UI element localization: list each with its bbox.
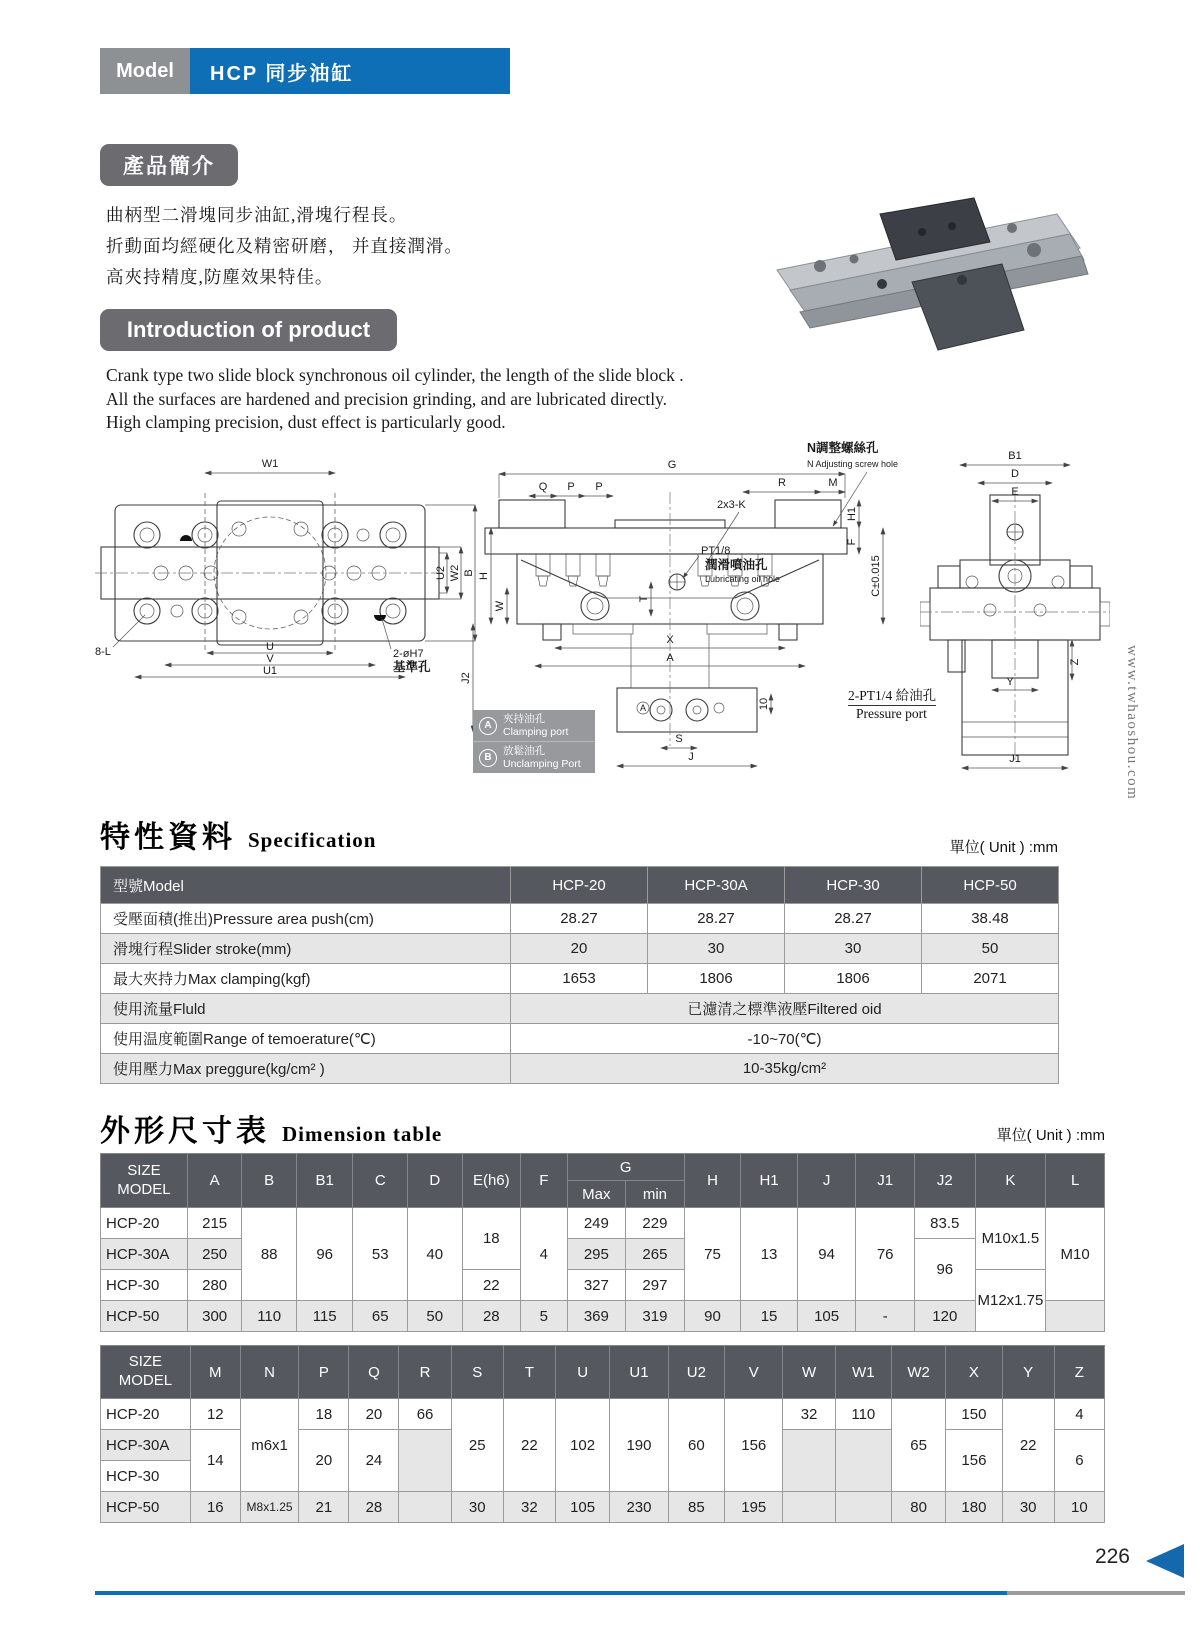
cell: 110 xyxy=(242,1301,297,1332)
cell: 28 xyxy=(462,1301,521,1332)
spec-header-row xyxy=(101,867,1059,904)
cell: 28.27 xyxy=(785,904,922,934)
col-header: HCP-30 xyxy=(785,867,922,904)
row-label: 最大夾持力Max clamping(kgf) xyxy=(101,964,511,994)
pressure-port-en: Pressure port xyxy=(856,706,927,721)
col-header: L xyxy=(1046,1154,1105,1208)
cell: 14 xyxy=(190,1430,240,1492)
cell: 18 xyxy=(299,1399,349,1430)
col-header: R xyxy=(399,1346,451,1399)
model-cell: HCP-20 xyxy=(101,1399,191,1430)
intro-zh-line: 曲柄型二滑塊同步油缸,滑塊行程長。 xyxy=(106,205,408,225)
dim-label: U1 xyxy=(262,665,278,677)
cell xyxy=(783,1430,835,1492)
cell: 96 xyxy=(296,1208,353,1301)
header-row xyxy=(101,1154,1105,1181)
cell: 83.5 xyxy=(914,1208,975,1239)
port-legend xyxy=(473,710,595,773)
dim-label: H xyxy=(478,572,490,580)
cell: 85 xyxy=(668,1492,724,1523)
cell: 156 xyxy=(725,1399,783,1492)
model-cell: HCP-50 xyxy=(101,1301,188,1332)
dim-unit-note: 單位( Unit ) :mm xyxy=(996,1127,1105,1144)
legend-a-zh: 夾持油孔 xyxy=(503,713,545,725)
adjusting-screw-label-zh: N調整螺絲孔 xyxy=(807,441,879,455)
dim-label: D xyxy=(1011,468,1019,480)
cell: 10-35kg/cm² xyxy=(511,1054,1059,1084)
cell: 150 xyxy=(946,1399,1002,1430)
cell: 105 xyxy=(555,1492,609,1523)
dim-label: J xyxy=(688,751,694,763)
dimension-table-1 xyxy=(100,1153,1105,1332)
row-label: 使用温度範圍Range of temoerature(℃) xyxy=(101,1024,511,1054)
intro-zh-line: 高夾持精度,防塵效果特佳。 xyxy=(106,267,334,287)
cell: 32 xyxy=(783,1399,835,1430)
intro-paragraph-zh xyxy=(106,200,463,293)
col-header: HCP-30A xyxy=(648,867,785,904)
cell: 190 xyxy=(610,1399,668,1492)
model-cell: HCP-20 xyxy=(101,1208,188,1239)
model-cell: HCP-50 xyxy=(101,1492,191,1523)
cell: 295 xyxy=(567,1239,626,1270)
dim-label: G xyxy=(667,459,677,471)
col-header-size-model: SIZE MODEL xyxy=(101,1346,191,1399)
cell: 30 xyxy=(451,1492,503,1523)
model-cell: HCP-30A xyxy=(101,1239,188,1270)
dim-label: Z xyxy=(1069,658,1081,666)
intro-paragraph-en xyxy=(106,364,684,435)
oil-hole-label: PT1/8 xyxy=(701,545,731,557)
col-header: J xyxy=(797,1154,856,1208)
cell: 20 xyxy=(299,1430,349,1492)
col-header: W2 xyxy=(891,1346,945,1399)
col-header: M xyxy=(190,1346,240,1399)
cell: 265 xyxy=(626,1239,685,1270)
cell: 24 xyxy=(349,1430,399,1492)
dim-title-zh: 外形尺寸表 xyxy=(100,1115,270,1148)
dim-label: T xyxy=(638,595,650,603)
cell: 2071 xyxy=(922,964,1059,994)
cell: 60 xyxy=(668,1399,724,1492)
page-title: HCP 同步油缸 xyxy=(190,48,510,94)
cell: 20 xyxy=(511,934,648,964)
cell: 90 xyxy=(684,1301,741,1332)
col-header: J2 xyxy=(914,1154,975,1208)
cell: 1806 xyxy=(785,964,922,994)
dim-label: P xyxy=(567,481,575,493)
intro-en-line: High clamping precision, dust effect is particularly good. xyxy=(106,412,506,432)
cell: 76 xyxy=(856,1208,915,1301)
dim-label: Y xyxy=(1006,676,1014,688)
col-header: N xyxy=(240,1346,298,1399)
cell: 215 xyxy=(187,1208,242,1239)
dim-label: 2x3-K xyxy=(717,499,746,511)
cell: 369 xyxy=(567,1301,626,1332)
col-header: E(h6) xyxy=(462,1154,521,1208)
model-cell: HCP-30A xyxy=(101,1430,191,1461)
cell: 6 xyxy=(1054,1430,1104,1492)
dim-label: W2 xyxy=(449,564,461,582)
col-header-size-model: SIZE MODEL xyxy=(101,1154,188,1208)
legend-symbol-a: A xyxy=(479,717,497,735)
cell: 250 xyxy=(187,1239,242,1270)
dimension-table-2 xyxy=(100,1345,1105,1523)
dim-label: 10 xyxy=(758,697,770,711)
col-header: HCP-20 xyxy=(511,867,648,904)
model-cell: HCP-30 xyxy=(101,1461,191,1492)
cell xyxy=(835,1492,891,1523)
spec-row xyxy=(101,1054,1059,1084)
page-number: 226 xyxy=(1094,1545,1130,1568)
legend-b-en: Unclamping Port xyxy=(503,757,581,770)
legend-b-zh: 放鬆油孔 xyxy=(503,745,545,758)
dim-label: 8-L xyxy=(95,646,111,658)
col-header: H xyxy=(684,1154,741,1208)
cell: 50 xyxy=(922,934,1059,964)
spec-table xyxy=(100,866,1059,1084)
spec-title-en: Specification xyxy=(248,828,377,852)
cell: 25 xyxy=(451,1399,503,1492)
website-vertical-text: www.twhaoshou.com xyxy=(1124,645,1140,801)
cell: 297 xyxy=(626,1270,685,1301)
cell: 1806 xyxy=(648,964,785,994)
dim-label: V xyxy=(266,653,274,665)
col-header: 型號Model xyxy=(101,867,511,904)
dim-label: F xyxy=(846,538,858,546)
spec-row xyxy=(101,934,1059,964)
col-header: Z xyxy=(1054,1346,1104,1399)
cell: 30 xyxy=(1002,1492,1054,1523)
col-header: D xyxy=(408,1154,463,1208)
product-photo xyxy=(762,162,1107,367)
page-corner-triangle-icon xyxy=(1146,1544,1184,1578)
cell: 180 xyxy=(946,1492,1002,1523)
cell: 20 xyxy=(349,1399,399,1430)
cell: 21 xyxy=(299,1492,349,1523)
cell: 115 xyxy=(296,1301,353,1332)
model-label: Model xyxy=(100,48,190,94)
col-header: W xyxy=(783,1346,835,1399)
col-header: T xyxy=(503,1346,555,1399)
cell: 327 xyxy=(567,1270,626,1301)
row-label: 滑塊行程Slider stroke(mm) xyxy=(101,934,511,964)
col-header: Y xyxy=(1002,1346,1054,1399)
cell: M10x1.5 xyxy=(975,1208,1046,1270)
pressure-port-label xyxy=(848,684,936,722)
cell: 120 xyxy=(914,1301,975,1332)
oil-hole-label-en: Lubricating oil hole xyxy=(705,574,781,584)
col-header: U xyxy=(555,1346,609,1399)
col-header: U2 xyxy=(668,1346,724,1399)
cell: 105 xyxy=(797,1301,856,1332)
drawing-top-view xyxy=(95,443,485,683)
dim-label: 2-øH7 xyxy=(393,648,424,660)
legend-a-en: Clamping port xyxy=(503,725,569,738)
cell: 30 xyxy=(785,934,922,964)
col-header: F xyxy=(521,1154,567,1208)
table-row xyxy=(101,1399,1105,1430)
cell: M12x1.75 xyxy=(975,1270,1046,1332)
cell: 102 xyxy=(555,1399,609,1492)
cell: 50 xyxy=(408,1301,463,1332)
col-header: Max xyxy=(567,1181,626,1208)
col-header: C xyxy=(353,1154,408,1208)
footer-bar-blue xyxy=(95,1591,1007,1595)
col-header: B1 xyxy=(296,1154,353,1208)
cell: 300 xyxy=(187,1301,242,1332)
cell: 80 xyxy=(891,1492,945,1523)
spec-section-heading xyxy=(100,812,377,856)
cell: 66 xyxy=(399,1399,451,1430)
cell: 94 xyxy=(797,1208,856,1301)
dim-label: C±0.015 xyxy=(870,555,882,597)
cell: 280 xyxy=(187,1270,242,1301)
legend-row-unclamping xyxy=(473,741,595,773)
row-label: 使用流量Fluld xyxy=(101,994,511,1024)
spec-title-zh: 特性資料 xyxy=(100,821,236,854)
cell: 75 xyxy=(684,1208,741,1301)
col-header: X xyxy=(946,1346,1002,1399)
cell: - xyxy=(856,1301,915,1332)
cell: 110 xyxy=(835,1399,891,1430)
col-header: B xyxy=(242,1154,297,1208)
cell: 38.48 xyxy=(922,904,1059,934)
cell: 1653 xyxy=(511,964,648,994)
dim-label: J2 xyxy=(460,672,472,684)
port-a-mark: A xyxy=(639,703,647,713)
cell: 13 xyxy=(741,1208,798,1301)
col-header: J1 xyxy=(856,1154,915,1208)
table-row xyxy=(101,1301,1105,1332)
col-header: A xyxy=(187,1154,242,1208)
cell: M8x1.25 xyxy=(240,1492,298,1523)
cell: 22 xyxy=(462,1270,521,1301)
dim-title-en: Dimension table xyxy=(282,1122,443,1146)
footer-bar-gray xyxy=(1007,1591,1185,1595)
cell: 229 xyxy=(626,1208,685,1239)
drawing-side-view xyxy=(920,440,1110,775)
model-cell: HCP-30 xyxy=(101,1270,188,1301)
cell: 12 xyxy=(190,1399,240,1430)
legend-row-clamping xyxy=(473,710,595,741)
dim-label: U2 xyxy=(435,565,447,581)
datum-mark xyxy=(180,535,192,541)
col-header: V xyxy=(725,1346,783,1399)
cell xyxy=(1046,1301,1105,1332)
dim-label: Q xyxy=(538,481,548,493)
dim-label: W xyxy=(494,600,506,612)
col-header: HCP-50 xyxy=(922,867,1059,904)
cell: 28.27 xyxy=(511,904,648,934)
cell: 195 xyxy=(725,1492,783,1523)
cell: 65 xyxy=(353,1301,408,1332)
dim-label: A xyxy=(666,652,674,664)
intro-en-line: All the surfaces are hardened and precision grinding, and are lubricated directly. xyxy=(106,388,668,409)
dim-label: 基準孔 xyxy=(393,660,431,674)
col-header: K xyxy=(975,1154,1046,1208)
col-header: Q xyxy=(349,1346,399,1399)
cell: 319 xyxy=(626,1301,685,1332)
cell: 22 xyxy=(1002,1399,1054,1492)
spec-unit-note: 單位( Unit ) :mm xyxy=(949,839,1058,856)
cell: 10 xyxy=(1054,1492,1104,1523)
col-header: min xyxy=(626,1181,685,1208)
dim-label: H1 xyxy=(846,506,858,522)
header-row xyxy=(101,1346,1105,1399)
col-header: H1 xyxy=(741,1154,798,1208)
cell: 32 xyxy=(503,1492,555,1523)
col-header: G xyxy=(567,1154,684,1181)
dim-label: W1 xyxy=(261,458,279,470)
table-row xyxy=(101,1208,1105,1239)
cell xyxy=(399,1492,451,1523)
intro-en-line: Crank type two slide block synchronous oil cylinder, the length of the slide block . xyxy=(106,365,684,385)
cell: 5 xyxy=(521,1301,567,1332)
dim-label: B xyxy=(463,569,475,577)
cell xyxy=(399,1430,451,1492)
cell: 已濾清之標準液壓Filtered oid xyxy=(511,994,1059,1024)
cell: 4 xyxy=(521,1208,567,1301)
row-label: 使用壓力Max preggure(kg/cm² ) xyxy=(101,1054,511,1084)
badge-product-intro-zh: 產品簡介 xyxy=(100,144,238,186)
dim-label: R xyxy=(778,477,786,489)
cell: 4 xyxy=(1054,1399,1104,1430)
col-header: P xyxy=(299,1346,349,1399)
row-label: 受壓面積(推出)Pressure area push(cm) xyxy=(101,904,511,934)
cell: 249 xyxy=(567,1208,626,1239)
dim-section-heading xyxy=(100,1106,442,1150)
cell: 28 xyxy=(349,1492,399,1523)
cell: 28.27 xyxy=(648,904,785,934)
dim-label: P xyxy=(595,481,603,493)
legend-symbol-b: B xyxy=(479,749,497,767)
cell: 15 xyxy=(741,1301,798,1332)
dim-label: U xyxy=(266,641,274,653)
dim-label: S xyxy=(675,733,683,745)
oil-hole-label-zh: 潤滑噴油孔 xyxy=(705,558,768,572)
cell: M10 xyxy=(1046,1208,1105,1301)
cell: 96 xyxy=(914,1239,975,1301)
cell: 16 xyxy=(190,1492,240,1523)
intro-zh-line: 折動面均經硬化及精密研磨， 并直接潤滑。 xyxy=(106,236,463,256)
cell: 18 xyxy=(462,1208,521,1270)
pressure-port-zh: 2-PT1/4 給油孔 xyxy=(848,684,936,706)
cell: 230 xyxy=(610,1492,668,1523)
dim-label: B1 xyxy=(1008,450,1022,462)
cell: 30 xyxy=(648,934,785,964)
spec-row xyxy=(101,1024,1059,1054)
spec-row xyxy=(101,964,1059,994)
dim-label: J1 xyxy=(1009,753,1021,765)
col-header: S xyxy=(451,1346,503,1399)
badge-product-intro-en: Introduction of product xyxy=(100,309,397,351)
spec-row xyxy=(101,904,1059,934)
col-header: U1 xyxy=(610,1346,668,1399)
dim-label: E xyxy=(1011,486,1019,498)
col-header: W1 xyxy=(835,1346,891,1399)
cell xyxy=(783,1492,835,1523)
cell: m6x1 xyxy=(240,1399,298,1492)
cell: 65 xyxy=(891,1399,945,1492)
cell: 156 xyxy=(946,1430,1002,1492)
adjusting-screw-label-en: N Adjusting screw hole xyxy=(807,459,899,469)
cell: 53 xyxy=(353,1208,408,1301)
cell: 40 xyxy=(408,1208,463,1301)
cell: 88 xyxy=(242,1208,297,1301)
dim-label: M xyxy=(828,477,838,489)
cell xyxy=(835,1430,891,1492)
table-row xyxy=(101,1492,1105,1523)
cell: 22 xyxy=(503,1399,555,1492)
cell: -10~70(℃) xyxy=(511,1024,1059,1054)
spec-row xyxy=(101,994,1059,1024)
dim-label: X xyxy=(666,634,674,646)
